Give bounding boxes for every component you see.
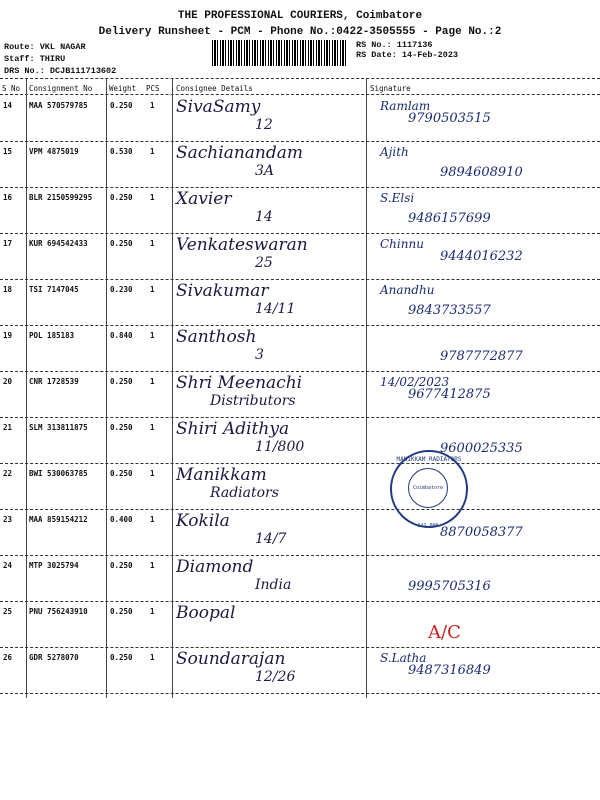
receiver-phone: 9600025335: [440, 441, 523, 456]
consignee-name: Shri Meenachi: [176, 373, 303, 393]
row-sno: 26: [3, 653, 13, 662]
row-rule: [0, 555, 600, 556]
row-pcs: 1: [150, 469, 155, 478]
receiver-phone: 9787772877: [440, 349, 523, 364]
consignee-name: Boopal: [176, 603, 236, 623]
delivery-stamp: [390, 450, 468, 528]
row-rule: [0, 371, 600, 372]
row-pcs: 1: [150, 101, 155, 110]
row-pcs: 1: [150, 147, 155, 156]
barcode: [212, 40, 348, 66]
consignee-name: Venkateswaran: [176, 235, 308, 255]
receiver-phone: 9486157699: [408, 211, 491, 226]
table-row: [0, 373, 600, 419]
row-weight: 0.250: [110, 423, 133, 432]
row-weight: 0.840: [110, 331, 133, 340]
signature: 14/02/2023: [380, 375, 450, 389]
consignee-name: Diamond: [176, 557, 254, 577]
ac-annotation: A/C: [428, 622, 461, 643]
consignee-name: Manikkam: [176, 465, 267, 485]
row-consignment: KUR 694542433: [29, 239, 88, 248]
col-header-consignee: Consignee Details: [176, 84, 253, 93]
receiver-phone: 8870058377: [440, 525, 523, 540]
receiver-phone: 9790503515: [408, 111, 491, 126]
signature: Anandhu: [380, 283, 435, 297]
row-consignment: MTP 3025794: [29, 561, 79, 570]
col-header-weight: Weight: [109, 84, 137, 93]
header-rule-bottom: [0, 94, 600, 95]
receiver-phone: 9843733557: [408, 303, 491, 318]
row-rule: [0, 693, 600, 694]
route-label: Route: VKL NAGAR: [4, 42, 86, 52]
consignee-address: 12/26: [255, 669, 296, 685]
row-consignment: BLR 2150599295: [29, 193, 93, 202]
consignee-name: Sivakumar: [176, 281, 269, 301]
signature: Ramlam: [380, 99, 431, 113]
table-row: [0, 281, 600, 327]
row-rule: [0, 325, 600, 326]
table-row: [0, 465, 600, 511]
row-pcs: 1: [150, 331, 155, 340]
row-rule: [0, 647, 600, 648]
row-pcs: 1: [150, 193, 155, 202]
row-rule: [0, 187, 600, 188]
consignee-address: 12: [255, 117, 273, 133]
row-sno: 22: [3, 469, 13, 478]
row-pcs: 1: [150, 515, 155, 524]
row-sno: 23: [3, 515, 13, 524]
col-header-pcs: PCS: [146, 84, 160, 93]
row-sno: 16: [3, 193, 13, 202]
table-row: [0, 235, 600, 281]
table-row: [0, 327, 600, 373]
row-sno: 21: [3, 423, 13, 432]
row-rule: [0, 233, 600, 234]
row-weight: 0.250: [110, 561, 133, 570]
row-pcs: 1: [150, 285, 155, 294]
row-pcs: 1: [150, 653, 155, 662]
consignee-address: 14/11: [255, 301, 296, 317]
consignee-address: 14/7: [255, 531, 287, 547]
row-weight: 0.250: [110, 653, 133, 662]
table-row: [0, 143, 600, 189]
consignee-address: Radiators: [210, 485, 279, 501]
row-weight: 0.250: [110, 469, 133, 478]
consignee-address: 14: [255, 209, 273, 225]
signature: S.Elsi: [380, 191, 415, 205]
row-weight: 0.250: [110, 377, 133, 386]
row-consignment: GDR 5278070: [29, 653, 79, 662]
row-rule: [0, 417, 600, 418]
row-pcs: 1: [150, 377, 155, 386]
consignee-name: Xavier: [176, 189, 232, 209]
receiver-phone: 9894608910: [440, 165, 523, 180]
company-title: THE PROFESSIONAL COURIERS, Coimbatore: [177, 10, 423, 22]
row-sno: 17: [3, 239, 13, 248]
row-weight: 0.250: [110, 607, 133, 616]
row-pcs: 1: [150, 607, 155, 616]
row-rule: [0, 141, 600, 142]
stamp-center: Coimbatore 641 006: [408, 468, 448, 508]
row-weight: 0.400: [110, 515, 133, 524]
table-row: [0, 603, 600, 649]
signature: S.Latha: [380, 651, 427, 665]
consignee-address: Distributors: [210, 393, 296, 409]
consignee-name: Sachianandam: [176, 143, 303, 163]
row-pcs: 1: [150, 561, 155, 570]
runsheet-subtitle: Delivery Runsheet - PCM - Phone No.:0422-3505555 - Page No.:2: [98, 26, 502, 38]
drs-label: DRS No.: DCJB111713602: [4, 66, 117, 76]
stamp-text: MANIKKAM RADIATORS: [396, 456, 462, 463]
rs-date: RS Date: 14-Feb-2023: [356, 50, 459, 60]
col-header-signature: Signature: [370, 84, 411, 93]
col-header-consignment: Consignment No: [29, 84, 93, 93]
consignee-name: Santhosh: [176, 327, 257, 347]
table-row: [0, 557, 600, 603]
row-consignment: PNU 756243910: [29, 607, 88, 616]
row-sno: 24: [3, 561, 13, 570]
signature: Ajith: [380, 145, 409, 159]
receiver-phone: 9444016232: [440, 249, 523, 264]
consignee-address: 25: [255, 255, 273, 271]
row-weight: 0.230: [110, 285, 133, 294]
row-weight: 0.250: [110, 101, 133, 110]
receiver-phone: 9677412875: [408, 387, 491, 402]
receiver-phone: 9487316849: [408, 663, 491, 678]
row-consignment: BWI 530063785: [29, 469, 88, 478]
row-consignment: MAA 859154212: [29, 515, 88, 524]
row-sno: 14: [3, 101, 13, 110]
row-weight: 0.250: [110, 193, 133, 202]
row-sno: 18: [3, 285, 13, 294]
row-consignment: POL 185183: [29, 331, 75, 340]
row-consignment: VPM 4875019: [29, 147, 79, 156]
consignee-name: Shiri Adithya: [176, 419, 290, 439]
row-consignment: SLM 313811875: [29, 423, 88, 432]
row-pcs: 1: [150, 239, 155, 248]
staff-label: Staff: THIRU: [4, 54, 66, 64]
consignee-name: Kokila: [176, 511, 230, 531]
row-sno: 25: [3, 607, 13, 616]
consignee-address: 3A: [255, 163, 275, 179]
row-consignment: TSI 7147045: [29, 285, 79, 294]
row-rule: [0, 601, 600, 602]
row-pcs: 1: [150, 423, 155, 432]
consignee-name: Soundarajan: [176, 649, 286, 669]
consignee-address: 3: [255, 347, 264, 363]
row-rule: [0, 463, 600, 464]
row-sno: 20: [3, 377, 13, 386]
row-sno: 15: [3, 147, 13, 156]
table-row: [0, 649, 600, 695]
header-rule-top: [0, 78, 600, 79]
row-consignment: CNR 1728539: [29, 377, 79, 386]
row-rule: [0, 509, 600, 510]
col-header-sno: S No: [2, 84, 21, 93]
receiver-phone: 9995705316: [408, 579, 491, 594]
row-consignment: MAA 570579785: [29, 101, 88, 110]
consignee-address: India: [255, 577, 292, 593]
consignee-name: SivaSamy: [176, 97, 261, 117]
table-row: [0, 97, 600, 143]
table-row: [0, 189, 600, 235]
table-row: [0, 419, 600, 465]
table-row: [0, 511, 600, 557]
row-sno: 19: [3, 331, 13, 340]
row-weight: 0.250: [110, 239, 133, 248]
consignee-address: 11/800: [255, 439, 305, 455]
row-rule: [0, 279, 600, 280]
rs-number: RS No.: 1117136: [356, 40, 433, 50]
signature: Chinnu: [380, 237, 424, 251]
row-weight: 0.530: [110, 147, 133, 156]
